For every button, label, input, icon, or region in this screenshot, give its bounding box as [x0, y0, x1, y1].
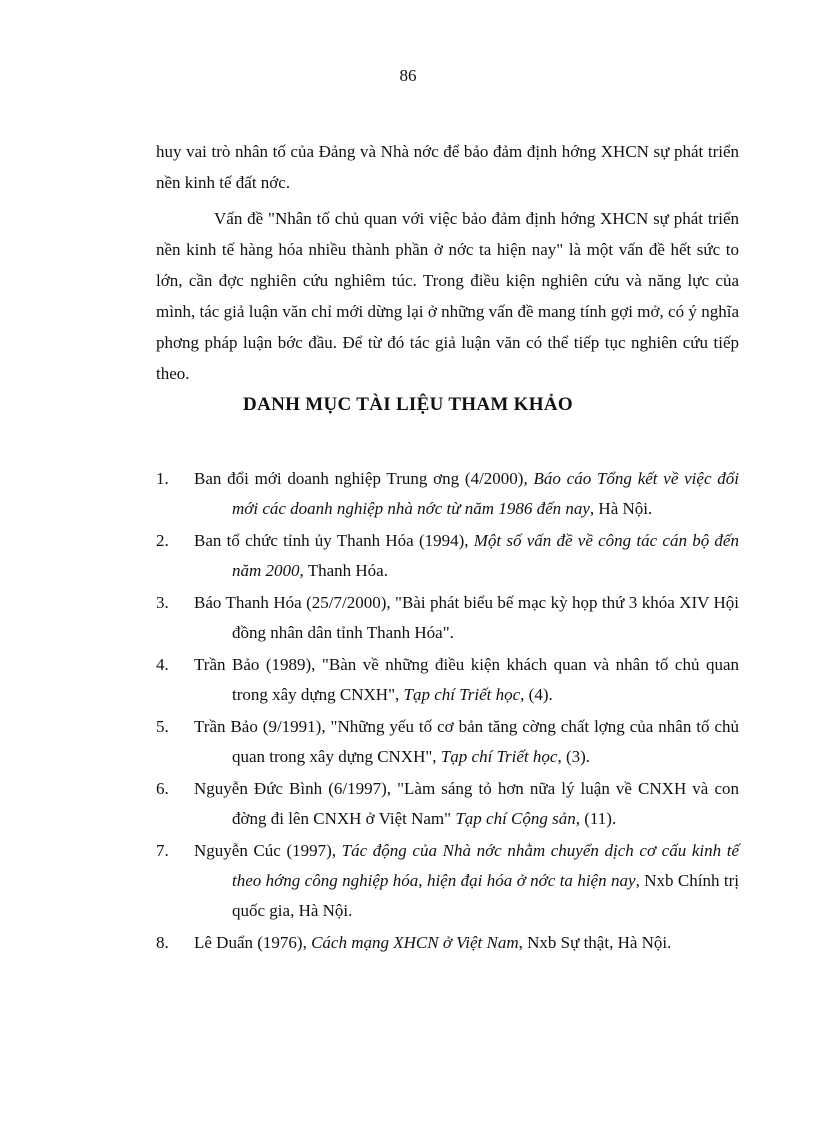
page-number: 86	[399, 66, 417, 85]
reference-authors: Lê Duẩn (1976),	[194, 933, 312, 952]
reference-publisher: , (11).	[575, 809, 617, 828]
body-paragraph: huy vai trò nhân tố của Đảng và Nhà nớc để bảo đảm định hớng XHCN sự phát triển nền kinh tế đất nớc.	[156, 142, 739, 192]
reference-number: 6.	[156, 779, 169, 798]
reference-number: 5.	[156, 717, 169, 736]
reference-item	[156, 774, 739, 834]
reference-item	[156, 588, 739, 648]
reference-publisher: , Nxb Chính trị quốc gia, Hà Nội.	[232, 871, 739, 920]
reference-number: 8.	[156, 933, 169, 952]
body-paragraph: Vấn đề "Nhân tố chủ quan với việc bảo đảm định hớng XHCN sự phát triển nền kinh tế hàng hóa nhiều thành phần ở nớc ta hiện nay" là một vấn đề hết sức to lớn, cần đợc nghiên cứu nghiêm túc. Trong điều kiện nghiên cứu và năng lực của mình, tác giả luận văn chỉ mới dừng lại ở những vấn đề mang tính gợi mở, có ý nghĩa phơng pháp luận bớc đầu. Để từ đó tác giả luận văn có thể tiếp tục nghiên cứu tiếp theo.	[156, 209, 739, 383]
reference-title: Tạp chí Cộng sản	[455, 809, 576, 828]
reference-publisher: , Hà Nội.	[589, 499, 653, 518]
reference-authors: Nguyễn Đức Bình (6/1997), "Làm sáng tỏ hơn nữa lý luận về CNXH và con đờng đi lên CNXH ở Việt Nam"	[194, 779, 739, 828]
reference-authors: Trần Bảo (9/1991), "Những yếu tố cơ bản tăng cờng chất lợng của nhân tố chủ quan trong xây dựng CNXH",	[194, 717, 739, 766]
reference-title: Tác động của Nhà nớc nhằm chuyển dịch cơ cấu kinh tế theo hớng công nghiệp hóa, hiện đại hóa ở nớc ta hiện nay	[232, 841, 739, 890]
reference-authors: Trần Bảo (1989), "Bàn về những điều kiện khách quan và nhân tố chủ quan trong xây dựng CNXH",	[194, 655, 739, 704]
reference-item	[156, 712, 739, 772]
reference-publisher: (4).	[524, 685, 553, 704]
reference-number: 3.	[156, 593, 169, 612]
reference-title: Một số vấn đề về công tác cán bộ đến năm 2000	[232, 531, 739, 580]
reference-authors: Ban tổ chức tỉnh ủy Thanh Hóa (1994),	[194, 531, 474, 550]
reference-authors: Ban đổi mới doanh nghiệp Trung ơng (4/2000),	[194, 469, 534, 488]
reference-number: 2.	[156, 531, 169, 550]
reference-item	[156, 650, 739, 710]
reference-item	[156, 526, 739, 586]
reference-authors: Báo Thanh Hóa (25/7/2000), "Bài phát biểu bế mạc kỳ họp thứ 3 khóa XIV Hội đồng nhân dân tỉnh Thanh Hóa".	[194, 593, 739, 642]
reference-title: Tạp chí Triết học,	[403, 685, 525, 704]
reference-item	[156, 464, 739, 524]
reference-title: Tạp chí Triết học	[440, 747, 558, 766]
reference-item	[156, 928, 739, 958]
reference-publisher: , (3).	[557, 747, 591, 766]
reference-list	[156, 464, 739, 960]
reference-number: 7.	[156, 841, 169, 860]
reference-item	[156, 836, 739, 926]
reference-publisher: , Nxb Sự thật, Hà Nội.	[518, 933, 672, 952]
reference-publisher: , Thanh Hóa.	[299, 561, 388, 580]
reference-number: 4.	[156, 655, 169, 674]
bibliography-heading: DANH MỤC TÀI LIỆU THAM KHẢO	[243, 394, 573, 415]
reference-title: Báo cáo Tổng kết về việc đổi mới các doanh nghiệp nhà nớc từ năm 1986 đến nay	[232, 469, 739, 518]
reference-authors: Nguyễn Cúc (1997),	[194, 841, 342, 860]
reference-title: Cách mạng XHCN ở Việt Nam	[311, 933, 519, 952]
reference-number: 1.	[156, 469, 169, 488]
